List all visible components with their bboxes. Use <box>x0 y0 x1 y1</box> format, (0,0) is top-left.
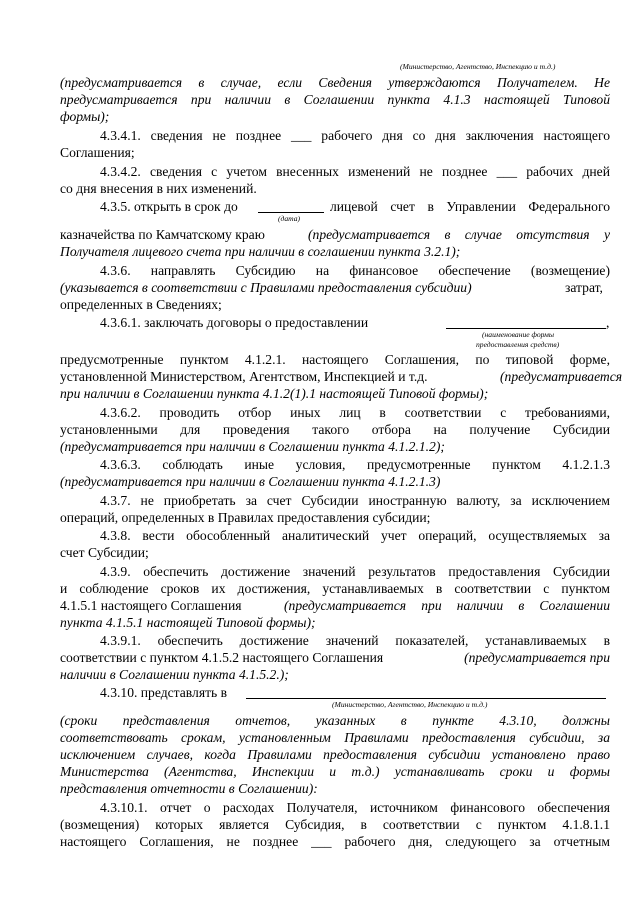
ministry-note: (Министерство, Агентство, Инспекцию и т.д.) <box>332 700 488 709</box>
text-line: и соблюдение сроков их достижения, устанавливаемых в соответствии с пунктом <box>60 581 610 596</box>
text-line: пункта 4.1.5.1 настоящей Типовой формы); <box>60 615 316 630</box>
text-line: со дня внесения в них изменений. <box>60 181 257 196</box>
text-line: предусматривается при наличии в Соглашении пункта 4.1.3 настоящей Типовой <box>60 92 610 107</box>
text-line: (предусматривается при наличии в Соглашении <box>284 598 610 613</box>
text-line: операций, определенных в Правилах предоставления субсидии; <box>60 510 431 525</box>
date-note: (дата) <box>278 214 301 223</box>
text-line: Министерства (Агентства, Инспекции и т.д.) устанавливать сроки и формы <box>60 764 610 779</box>
text-line: Получателя лицевого счета при наличии в соглашении пункта 3.2.1); <box>60 244 461 259</box>
text-line: исключением случаев, когда Правилами предоставления субсидии установлено право <box>60 747 610 762</box>
form-underline <box>446 328 606 329</box>
text-line: 4.3.5. открыть в срок до <box>100 199 238 214</box>
text-line: при наличии в Соглашении пункта 4.1.2(1).1 настоящей Типовой формы); <box>60 386 489 401</box>
text-line: установленной Министерством, Агентством, Инспекцией и т.д. <box>60 369 428 384</box>
trailing-comma: , <box>606 315 610 330</box>
text-line: 4.3.6.1. заключать договоры о предоставлении <box>100 315 369 330</box>
text-line: 4.3.7. не приобретать за счет Субсидии иностранную валюту, за исключением <box>100 493 610 508</box>
text-line: 4.3.6.2. проводить отбор иных лиц в соответствии с требованиями, <box>100 405 610 420</box>
text-line: 4.3.10.1. отчет о расходах Получателя, источником финансового обеспечения <box>100 800 610 815</box>
form-note-1: (наименование формы <box>482 330 555 339</box>
text-line: казначейства по Камчатскому краю <box>60 227 265 242</box>
text-line: 4.3.10. представлять в <box>100 685 228 700</box>
text-line: соответствии с пунктом 4.1.5.2 настоящего Соглашения <box>60 650 384 665</box>
text-line: формы); <box>60 109 110 124</box>
text-line: установленными для проведения такого отбора на получение Субсидии <box>60 422 610 437</box>
text-line: (возмещения) которых является Субсидия, в соответствии с пунктом 4.1.8.1.1 <box>60 817 610 832</box>
text-line: наличии в Соглашении пункта 4.1.5.2.); <box>60 667 289 682</box>
text-line: (указывается в соответствии с Правилами предоставления субсидии) <box>60 280 472 295</box>
text-line: лицевой счет в Управлении Федерального <box>330 199 610 214</box>
text-line: 4.3.8. вести обособленный аналитический учет операций, осуществляемых за <box>100 528 610 543</box>
ministry-underline <box>246 698 606 699</box>
text-line: 4.3.9. обеспечить достижение значений результатов предоставления Субсидии <box>100 564 610 579</box>
text-line: (предусматривается при наличии в Соглашении пункта 4.1.2.1.2); <box>60 439 445 454</box>
text-line: (предусматривается <box>500 369 623 384</box>
text-line: 4.3.4.1. сведения не позднее ___ рабочего дня со дня заключения настоящего <box>100 128 610 143</box>
text-line: (предусматривается при <box>464 650 610 665</box>
text-line: 4.3.6.3. соблюдать иные условия, предусмотренные пунктом 4.1.2.1.3 <box>100 457 610 472</box>
text-line: (предусматривается в случае, если Сведения утверждаются Получателем. Не <box>60 75 610 90</box>
date-underline <box>258 212 324 213</box>
text-line: настоящего Соглашения, не позднее ___ рабочего дня, следующего за отчетным <box>60 834 610 849</box>
text-line: 4.3.6. направлять Субсидию на финансовое обеспечение (возмещение) <box>100 263 610 278</box>
text-line: предусмотренные пунктом 4.1.2.1. настоящего Соглашения, по типовой форме, <box>60 352 610 367</box>
text-line: определенных в Сведениях; <box>60 297 222 312</box>
header-note: (Министерство, Агентство, Инспекцию и т.д.) <box>400 62 556 71</box>
text-line: счет Субсидии; <box>60 545 149 560</box>
text-line: (предусматривается в случае отсутствия у <box>308 227 610 242</box>
text-line: 4.1.5.1 настоящего Соглашения <box>60 598 242 613</box>
text-line: 4.3.4.2. сведения с учетом внесенных изменений не позднее ___ рабочих дней <box>100 164 610 179</box>
text-line: Соглашения; <box>60 145 135 160</box>
text-line: представления отчетности в Соглашении): <box>60 781 318 796</box>
form-note-2: предоставления средств) <box>476 340 560 349</box>
text-line: затрат, <box>565 280 603 295</box>
text-line: (сроки представления отчетов, указанных в пункте 4.3.10, должны <box>60 713 610 728</box>
text-line: соответствовать срокам, установленным Правилами предоставления субсидии, за <box>60 730 610 745</box>
text-line: 4.3.9.1. обеспечить достижение значений показателей, устанавливаемых в <box>100 633 610 648</box>
text-line: (предусматривается при наличии в Соглашении пункта 4.1.2.1.3) <box>60 474 441 489</box>
